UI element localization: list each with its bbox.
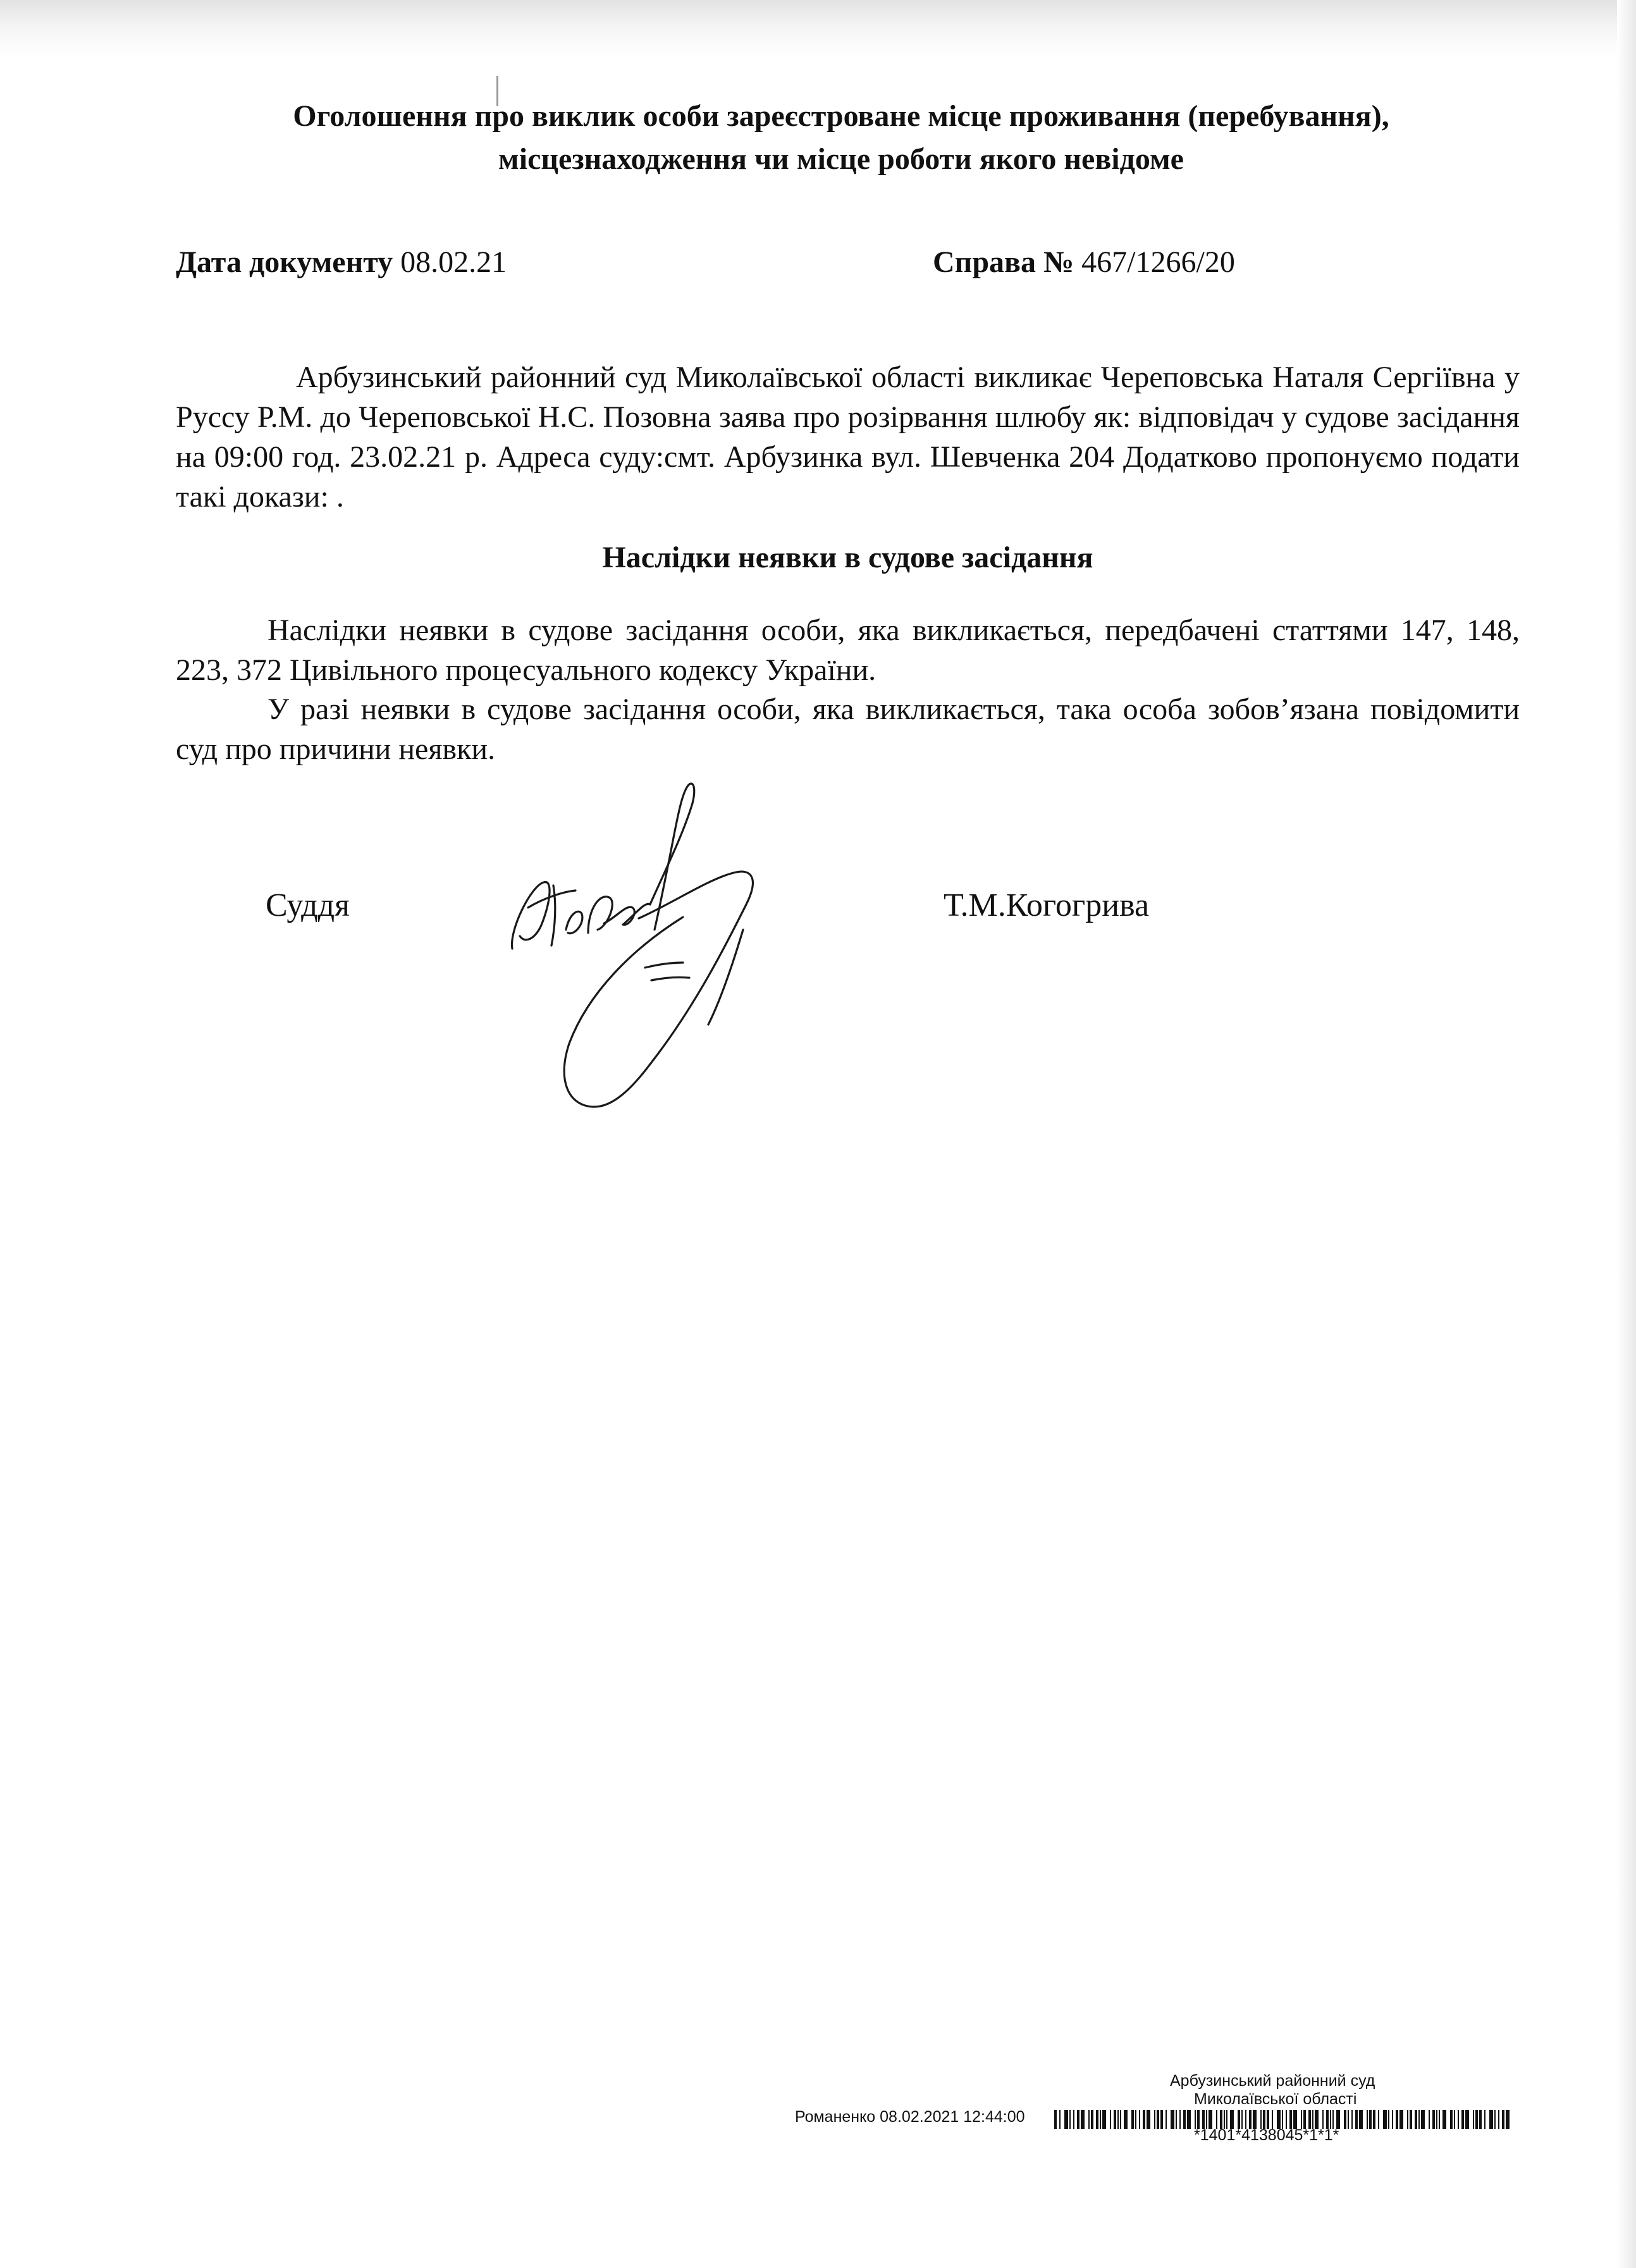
document-date xyxy=(176,243,507,281)
title-line-1: Оголошення про виклик особи зареєстроване місце проживання (перебування), xyxy=(293,99,1389,133)
barcode-bar xyxy=(1165,2110,1167,2129)
barcode-bar xyxy=(1407,2110,1408,2129)
barcode-bar xyxy=(1154,2110,1155,2129)
barcode-bar xyxy=(1479,2110,1482,2129)
barcode-bar xyxy=(1120,2110,1121,2129)
scan-shadow-top xyxy=(0,0,1636,57)
barcode-bar xyxy=(1475,2110,1478,2129)
barcode-bar xyxy=(1096,2110,1098,2129)
barcode-bar xyxy=(1088,2110,1090,2129)
footer-timestamp: Романенко 08.02.2021 12:44:00 xyxy=(795,2108,1025,2126)
barcode-bar xyxy=(1073,2110,1074,2129)
barcode-bar xyxy=(1176,2110,1177,2129)
barcode-bar xyxy=(1179,2110,1181,2129)
footer-court-name: Арбузинський районний суд xyxy=(1170,2072,1375,2090)
barcode-bar xyxy=(1465,2110,1469,2129)
barcode-bar xyxy=(1359,2110,1363,2129)
barcode-bar xyxy=(1494,2110,1496,2129)
barcode-bar xyxy=(1506,2110,1510,2129)
barcode-bar xyxy=(1498,2110,1499,2129)
summons-paragraph: Арбузинський районний суд Миколаївської області викликає Череповська Наталя Сергіївна у Руссу Р.М. до Череповської Н.С. Позовна заява про розірвання шлюбу як: відповідач у судове засідання на 09:00 год. 23.02.21 р. Адреса суду:смт. Арбузинка вул. Шевченка 204 Додатково пропонуємо подати такі докази: . xyxy=(176,361,1520,514)
barcode-bar xyxy=(1396,2110,1398,2129)
barcode-bar xyxy=(1059,2110,1061,2129)
notify-paragraph: У разі неявки в судове засідання особи, яка викликається, така особа зобов’язана повідомити суд про причини неявки. xyxy=(176,693,1520,766)
barcode-bar xyxy=(1450,2110,1453,2129)
date-value: 08.02.21 xyxy=(400,245,507,279)
barcode-bar xyxy=(1421,2110,1425,2129)
barcode-bar xyxy=(1369,2110,1372,2129)
barcode-bar xyxy=(1367,2110,1368,2129)
barcode-bar xyxy=(1102,2110,1106,2129)
date-label: Дата документу xyxy=(176,245,393,279)
barcode-bar xyxy=(1131,2110,1134,2129)
barcode-bar xyxy=(1418,2110,1420,2129)
barcode-bar xyxy=(1442,2110,1446,2129)
barcode-bar xyxy=(1458,2110,1459,2129)
barcode-bar xyxy=(1484,2110,1485,2129)
barcode-bar xyxy=(1344,2110,1346,2129)
barcode-bar xyxy=(1160,2110,1163,2129)
barcode-bar xyxy=(1135,2110,1136,2129)
barcode-bar xyxy=(1373,2110,1375,2129)
consequences-heading: Наслідки неявки в судове засідання xyxy=(602,541,1093,574)
barcode-bar xyxy=(1110,2110,1111,2129)
footer-court-region: Миколаївської області xyxy=(1194,2090,1357,2108)
consequences-paragraph: Наслідки неявки в судове засідання особи, яка викликається, передбачені статтями 147, 148, 223, 372 Цивільного процесуального кодексу України. xyxy=(176,613,1520,687)
barcode-bar xyxy=(1069,2110,1071,2129)
barcode-bar xyxy=(1410,2110,1412,2129)
barcode-bar xyxy=(1399,2110,1403,2129)
judge-signature xyxy=(493,778,797,1113)
scan-shadow-right xyxy=(1617,0,1636,2268)
barcode-bar xyxy=(1439,2110,1440,2129)
barcode-bar xyxy=(1415,2110,1417,2129)
barcode-bar xyxy=(1064,2110,1068,2129)
barcode-bar xyxy=(1429,2110,1430,2129)
barcode-bar xyxy=(1432,2110,1435,2129)
barcode-bar xyxy=(1392,2110,1393,2129)
title-line-2: місцезнаходження чи місце роботи якого невідоме xyxy=(498,142,1184,176)
barcode-bar xyxy=(1378,2110,1379,2129)
barcode-bar xyxy=(1355,2110,1358,2129)
barcode-bar xyxy=(1054,2110,1057,2129)
document-title xyxy=(164,95,1518,181)
judge-name: Т.М.Когогрива xyxy=(944,887,1150,923)
judge-label: Суддя xyxy=(266,887,350,923)
barcode-bar xyxy=(1502,2110,1504,2129)
barcode-bar xyxy=(1171,2110,1174,2129)
barcode-bar xyxy=(1114,2110,1116,2129)
barcode-bar xyxy=(1183,2110,1186,2129)
barcode-bar xyxy=(1091,2110,1093,2129)
case-label: Справа № xyxy=(933,245,1074,279)
barcode-bar xyxy=(1139,2110,1140,2129)
barcode-bar xyxy=(1117,2110,1119,2129)
footer-barcode-code: *1401*4138045*1*1* xyxy=(1194,2126,1339,2144)
barcode-bar xyxy=(1157,2110,1159,2129)
case-value: 467/1266/20 xyxy=(1081,245,1235,279)
barcode-bar xyxy=(1383,2110,1387,2129)
barcode-bar xyxy=(1147,2110,1150,2129)
barcode-bar xyxy=(1436,2110,1437,2129)
barcode-bar xyxy=(1489,2110,1493,2129)
barcode-bar xyxy=(1143,2110,1145,2129)
barcode-bar xyxy=(1473,2110,1474,2129)
barcode-bar xyxy=(1187,2110,1191,2129)
barcode-bar xyxy=(1461,2110,1464,2129)
barcode-bar xyxy=(1388,2110,1389,2129)
barcode-bar xyxy=(1124,2110,1128,2129)
barcode-bar xyxy=(1081,2110,1085,2129)
barcode-bar xyxy=(1454,2110,1455,2129)
case-number xyxy=(933,243,1235,281)
barcode-bar xyxy=(1100,2110,1101,2129)
barcode-bar xyxy=(1077,2110,1079,2129)
barcode-bar xyxy=(1351,2110,1353,2129)
barcode-bar xyxy=(1348,2110,1349,2129)
